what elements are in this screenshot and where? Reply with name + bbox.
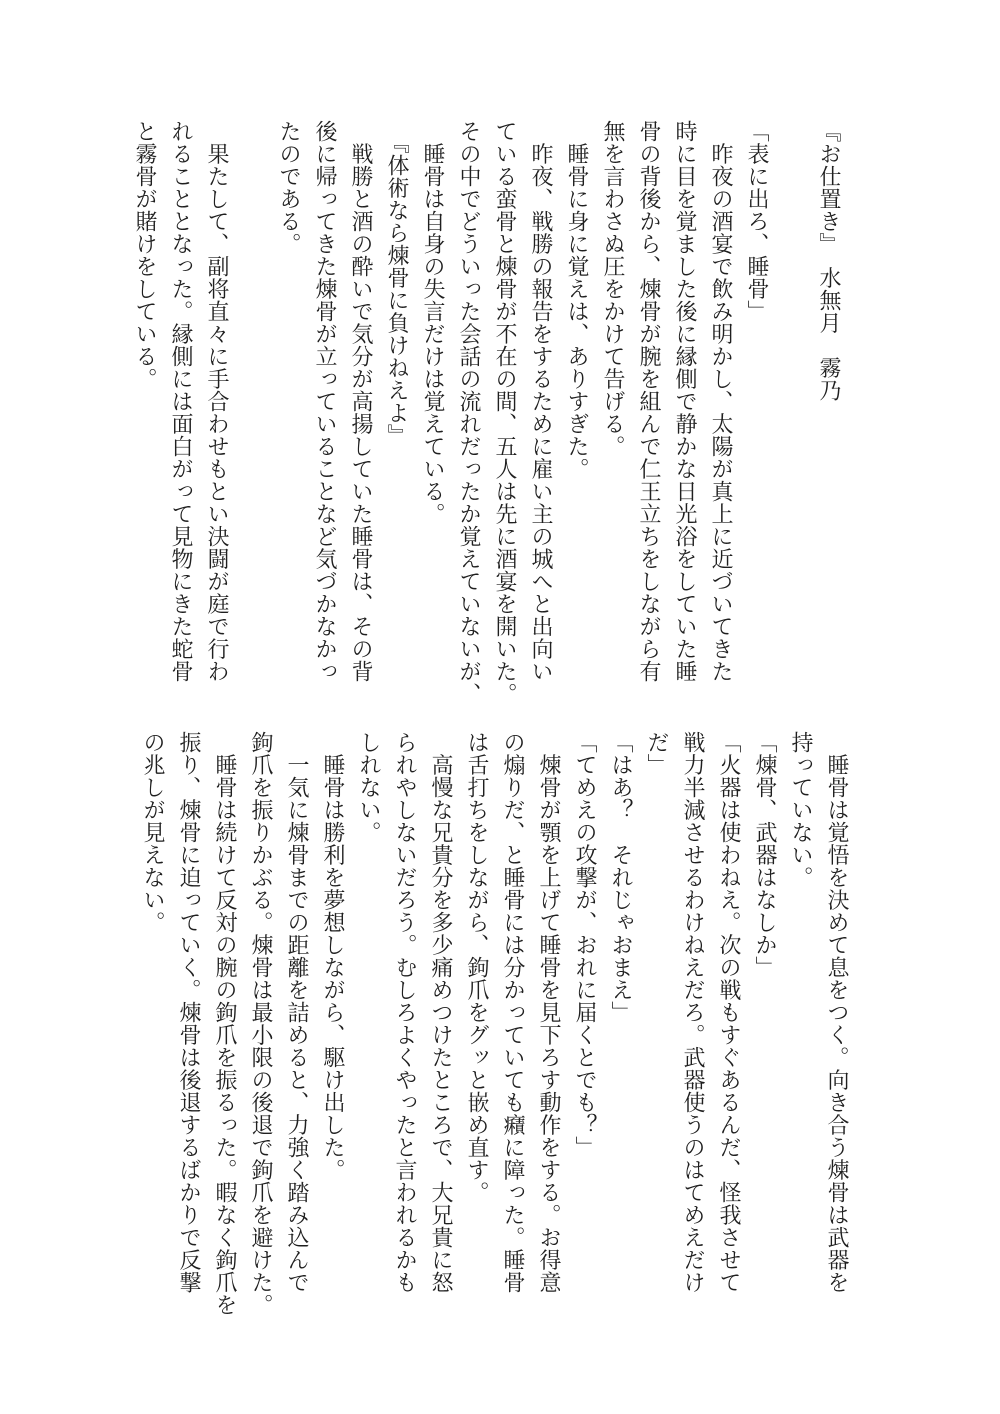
text-column: 骨の背後から、煉骨が腕を組んで仁王立ちをしながら有 — [637, 120, 662, 683]
text-column: その中でどういった会話の流れだったか覚えていないが、 — [457, 120, 482, 705]
text-column: 「はあ？ それじゃおまえ」 — [609, 731, 634, 1024]
text-column: たのである。 — [277, 120, 302, 255]
text-column: 睡骨は自身の失言だけは覚えている。 — [421, 120, 446, 525]
story-top-block — [127, 120, 847, 705]
text-column: の煽りだ、と睡骨には分かっていても癪に障った。睡骨 — [501, 731, 526, 1294]
text-column: 鉤爪を振りかぶる。煉骨は最小限の後退で鉤爪を避けた。 — [249, 731, 274, 1316]
story-bottom-block — [135, 731, 855, 1316]
text-column: 振り、煉骨に迫っていく。煉骨は後退するばかりで反撃 — [177, 731, 202, 1294]
text-column: ている蛮骨と煉骨が不在の間、五人は先に酒宴を開いた。 — [493, 120, 518, 705]
text-column: 昨夜、戦勝の報告をするために雇い主の城へと出向い — [529, 120, 554, 683]
text-column: 『お仕置き』 水無月 霧乃 — [817, 120, 842, 402]
text-column: 煉骨が顎を上げて睡骨を見下ろす動作をする。お得意 — [537, 731, 562, 1294]
text-column: 無を言わさぬ圧をかけて告げる。 — [601, 120, 626, 458]
text-column: 睡骨は覚悟を決めて息をつく。向き合う煉骨は武器を — [825, 731, 850, 1294]
text-column: れることとなった。縁側には面白がって見物にきた蛇骨 — [169, 120, 194, 683]
text-column: 睡骨に身に覚えは、ありすぎた。 — [565, 120, 590, 480]
text-column: 一気に煉骨までの距離を詰めると、力強く踏み込んで — [285, 731, 310, 1294]
text-column: しれない。 — [357, 731, 382, 844]
text-column: 時に目を覚ました後に縁側で静かな日光浴をしていた睡 — [673, 120, 698, 683]
blank-column — [235, 120, 271, 690]
text-column: 持っていない。 — [789, 731, 814, 889]
text-column: と霧骨が賭けをしている。 — [133, 120, 158, 390]
text-column: は舌打ちをしながら、鉤爪をグッと嵌め直す。 — [465, 731, 490, 1204]
text-column: 果たして、副将直々に手合わせもとい決闘が庭で行わ — [205, 120, 230, 683]
text-column: の兆しが見えない。 — [141, 731, 166, 934]
text-column: 戦勝と酒の酔いで気分が高揚していた睡骨は、その背 — [349, 120, 374, 683]
text-column: 「てめえの攻撃が、おれに届くとでも？」 — [573, 731, 598, 1159]
text-column: だ」 — [645, 731, 670, 776]
text-column: 睡骨は勝利を夢想しながら、駆け出した。 — [321, 731, 346, 1181]
text-column: 「火器は使わねえ。次の戦もすぐあるんだ、怪我させて — [717, 731, 742, 1294]
text-column: 睡骨は続けて反対の腕の鉤爪を振るった。暇なく鉤爪を — [213, 731, 238, 1316]
text-column: 昨夜の酒宴で飲み明かし、太陽が真上に近づいてきた — [709, 120, 734, 683]
text-column: 「表に出ろ、睡骨」 — [745, 120, 770, 323]
text-column: 戦力半減させるわけねえだろ。武器使うのはてめえだけ — [681, 731, 706, 1294]
text-column: られやしないだろう。むしろよくやったと言われるかも — [393, 731, 418, 1294]
blank-column — [775, 120, 811, 690]
text-column: 高慢な兄貴分を多少痛めつけたところで、大兄貴に怒 — [429, 731, 454, 1294]
text-column: 「煉骨、武器はなしか」 — [753, 731, 778, 979]
text-column: 後に帰ってきた煉骨が立っていることなど気づかなかっ — [313, 120, 338, 683]
text-column: 『体術なら煉骨に負けねえよ』 — [385, 120, 410, 447]
